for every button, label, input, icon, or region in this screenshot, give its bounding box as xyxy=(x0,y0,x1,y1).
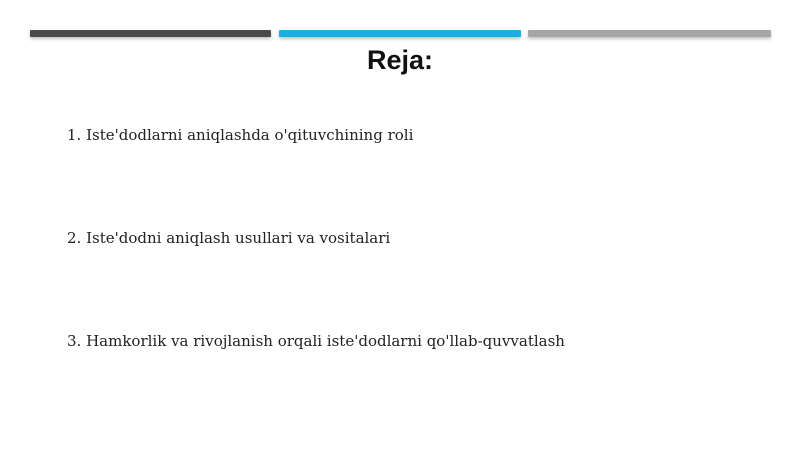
decorative-bar-dark xyxy=(30,30,271,37)
decorative-bar-blue xyxy=(279,30,521,37)
plan-list xyxy=(67,124,565,433)
plan-item-1: 1. Iste'dodlarni aniqlashda o'qituvchining roli xyxy=(67,126,414,144)
plan-item-2: 2. Iste'dodni aniqlash usullari va vositalari xyxy=(67,229,391,247)
slide-title: Reja: xyxy=(366,45,434,75)
plan-item-3: 3. Hamkorlik va rivojlanish orqali iste'dodlarni qo'llab-quvvatlash xyxy=(67,332,565,350)
decorative-bar-gray xyxy=(528,30,771,37)
